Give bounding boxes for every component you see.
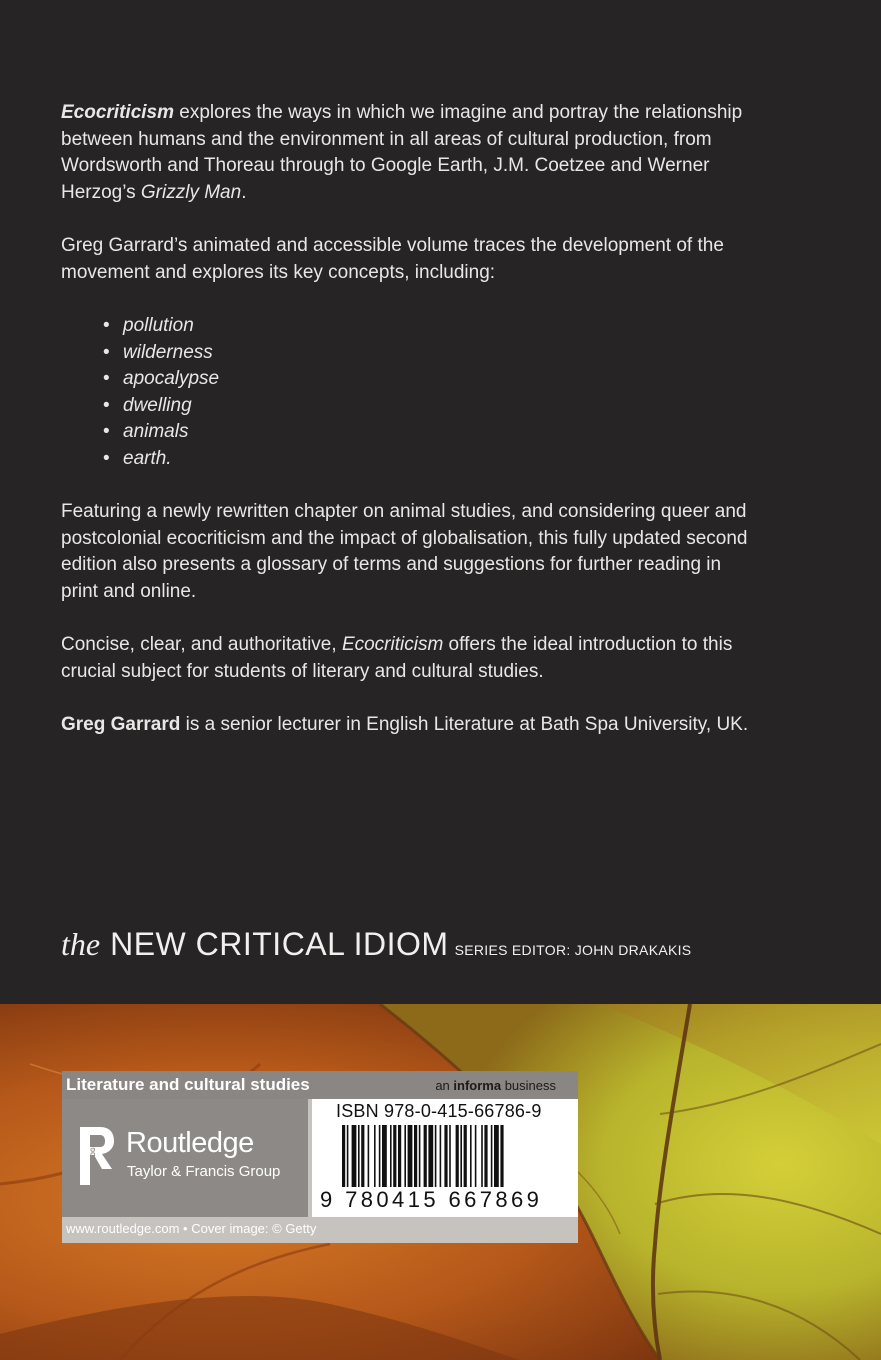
film-title: Grizzly Man — [140, 181, 242, 203]
isbn-digits: 9 780415 667869 — [320, 1187, 543, 1212]
panel-header — [62, 1071, 578, 1099]
informa-prefix: an — [435, 1078, 454, 1093]
concept-item: • earth. — [123, 446, 761, 473]
summary-text-a: Concise, clear, and authoritative, — [61, 634, 342, 655]
subject-category: Literature and cultural studies — [66, 1075, 310, 1094]
concept-item: • dwelling — [123, 393, 761, 420]
isbn-number: ISBN 978-0-415-66786-9 — [336, 1101, 542, 1121]
concept-item: • apocalypse — [123, 366, 761, 393]
series-editor: SERIES EDITOR: JOHN DRAKAKIS — [454, 942, 692, 958]
isbn-box — [312, 1099, 578, 1217]
routledge-logo-icon — [76, 1125, 116, 1187]
blurb — [61, 100, 761, 766]
concept-item: • wilderness — [123, 340, 761, 367]
informa-bold: informa — [453, 1078, 502, 1093]
intro-text-a: explores the ways in which we imagine and portray the relationship between humans and the environment in all areas of cultural production, from Wordsworth and Thoreau through to Google Earth, J.M. Coetzee and Werner Herzog’s — [61, 102, 743, 203]
barcode-icon — [342, 1125, 554, 1187]
publisher-group: Taylor & Francis Group — [127, 1163, 281, 1180]
book-title-summary: Ecocriticism — [341, 634, 444, 655]
author-bio: is a senior lecturer in English Literature at Bath Spa University, UK. — [180, 714, 749, 735]
edition-paragraph: Featuring a newly rewritten chapter on animal studies, and considering queer and postcolonial ecocriticism and the impact of globalisation, this fully updated second edition also presents a glossary of terms and suggestions for further reading in print and online. — [61, 501, 748, 602]
series-name: NEW CRITICAL IDIOM — [110, 926, 449, 962]
volume-paragraph: Greg Garrard’s animated and accessible volume traces the development of the movement and explores its key concepts, including: — [61, 235, 724, 283]
informa-suffix: business — [501, 1078, 556, 1093]
publisher-logo-box — [62, 1099, 308, 1217]
author-name: Greg Garrard — [61, 714, 181, 735]
series-line — [61, 926, 691, 963]
concept-item: • pollution — [123, 313, 761, 340]
publisher-panel — [62, 1071, 578, 1243]
informa-tagline — [435, 1078, 556, 1093]
footer-credits: www.routledge.com • Cover image: © Getty — [66, 1221, 317, 1236]
series-the: the — [61, 926, 101, 962]
concepts-list — [61, 313, 761, 472]
summary-text-b: offers the ideal introduction to this crucial subject for students of literary and cultural studies. — [61, 634, 733, 682]
routledge-logo-text: ROUTLEDGE — [91, 1143, 97, 1181]
summary-paragraph — [61, 632, 761, 685]
intro-paragraph — [61, 100, 761, 206]
concept-item: • animals — [123, 419, 761, 446]
intro-text-b: . — [241, 181, 247, 203]
book-title-intro: Ecocriticism — [61, 102, 174, 123]
author-paragraph — [61, 712, 761, 739]
publisher-name: Routledge — [126, 1127, 254, 1159]
